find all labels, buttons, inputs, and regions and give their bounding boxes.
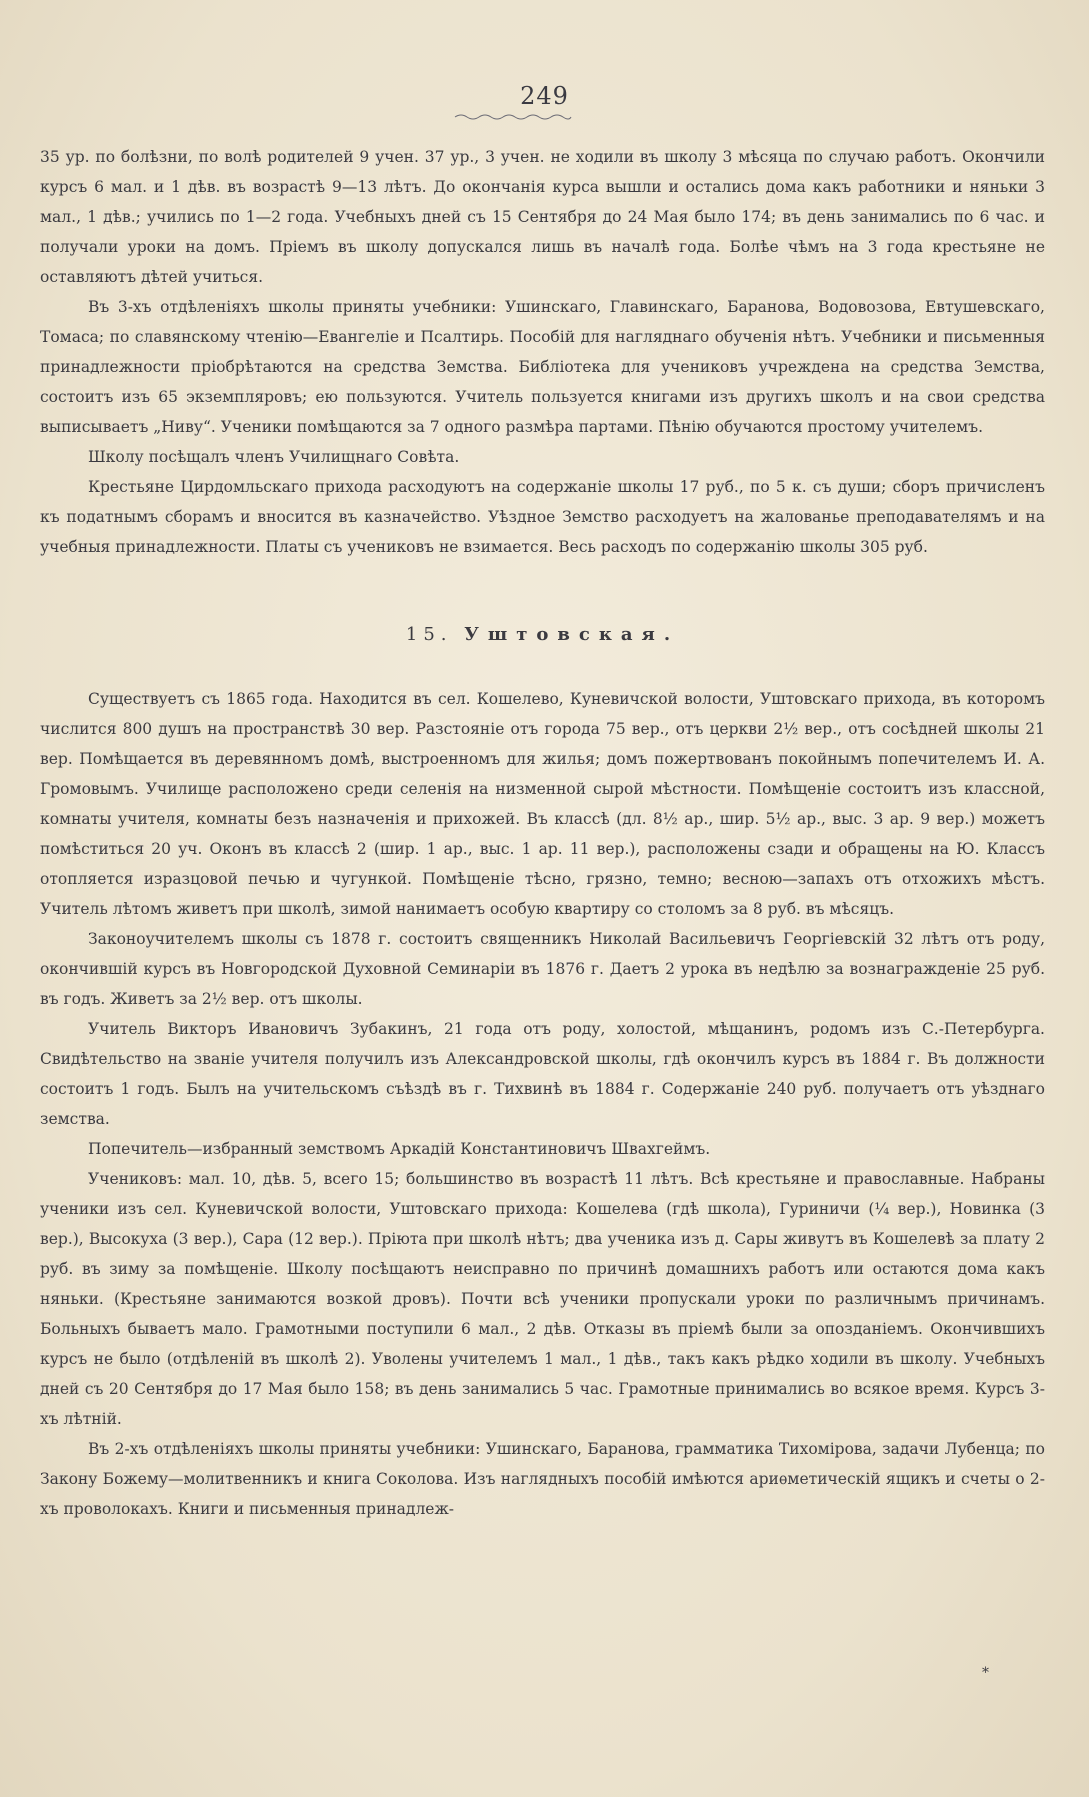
paragraph: Существуетъ съ 1865 года. Находится въ сел. Кошелево, Куневичской волости, Уштовскаго прихода, въ которомъ числится 800 душъ на пространствѣ 30 вер. Разстояніе отъ города 75 вер., отъ церкви 2½ вер., отъ сосѣдней школы 21 вер. Помѣщается въ деревянномъ домѣ, выстроенномъ для жилья; домъ пожертвованъ покойнымъ попечителемъ И. А. Громовымъ. Училище расположено среди селенія на низменной сырой мѣстности. Помѣщеніе состоитъ изъ классной, комнаты учителя, комнаты безъ назначенія и прихожей. Въ классѣ (дл. 8½ ар., шир. 5½ ар., выс. 3 ар. 9 вер.) можетъ помѣститься 20 уч. Оконъ въ классѣ 2 (шир. 1 ар., выс. 1 ар. 11 вер.), расположены сзади и обращены на Ю. Классъ отопляется изразцовой печью и чугункой. Помѣщеніе тѣсно, грязно, темно; весною—запахъ отъ отхожихъ мѣстъ. Учитель лѣтомъ живетъ при школѣ, зимой нанимаетъ особую квартиру со столомъ за 8 руб. въ мѣсяцъ. bbox=[40, 690, 1045, 918]
paragraph: Попечитель—избранный земствомъ Аркадій Константиновичъ Швахгеймъ. bbox=[88, 1140, 711, 1158]
section-heading bbox=[40, 620, 1045, 650]
paragraph: Въ 3-хъ отдѣленіяхъ школы приняты учебники: Ушинскаго, Главинскаго, Баранова, Водовозова, Евтушевскаго, Томаса; по славянскому чтенію—Евангеліе и Псалтирь. Пособій для нагляднаго обученія нѣтъ. Учебники и письменныя принадлежности пріобрѣтаются на средства Земства. Библіотека для учениковъ учреждена на средства Земства, состоитъ изъ 65 экземпляровъ; ею пользуются. Учитель пользуется книгами изъ другихъ школъ и на свои средства выписываетъ „Ниву“. Ученики помѣщаются за 7 одного размѣра партами. Пѣнію обучаются простому учителемъ. bbox=[40, 298, 1045, 436]
paragraph: Школу посѣщалъ членъ Училищнаго Совѣта. bbox=[88, 448, 460, 466]
paragraph: Крестьяне Цирдомльскаго прихода расходуютъ на содержаніе школы 17 руб., по 5 к. съ души; сборъ причисленъ къ податнымъ сборамъ и вносится въ казначейство. Уѣздное Земство расходуетъ на жалованье преподавателямъ и на учебныя принадлежности. Платы съ учениковъ не взимается. Весь расходъ по содержанію школы 305 руб. bbox=[40, 478, 1045, 556]
page-number-ornament bbox=[453, 112, 573, 122]
section-title: Уштовская. bbox=[464, 624, 680, 645]
paragraph: Учитель Викторъ Ивановичъ Зубакинъ, 21 года отъ роду, холостой, мѣщанинъ, родомъ изъ С.-Петербурга. Свидѣтельство на званіе учителя получилъ изъ Александровской школы, гдѣ окончилъ курсъ въ 1884 г. Въ должности состоитъ 1 годъ. Былъ на учительскомъ съѣздѣ въ г. Тихвинѣ въ 1884 г. Содержаніе 240 руб. получаетъ отъ уѣзднаго земства. bbox=[40, 1020, 1045, 1128]
bottom-paragraphs bbox=[40, 684, 1045, 1524]
document-body bbox=[40, 142, 1045, 1524]
section-number: 15. bbox=[405, 624, 453, 645]
paragraph: Законоучителемъ школы съ 1878 г. состоитъ священникъ Николай Васильевичъ Георгіевскій 32 лѣтъ отъ роду, окончившій курсъ въ Новгородской Духовной Семинаріи въ 1876 г. Даетъ 2 урока въ недѣлю за вознагражденіе 25 руб. въ годъ. Живетъ за 2½ вер. отъ школы. bbox=[40, 930, 1045, 1008]
paragraph: Учениковъ: мал. 10, дѣв. 5, всего 15; большинство въ возрастѣ 11 лѣтъ. Всѣ крестьяне и православные. Набраны ученики изъ сел. Куневичской волости, Уштовскаго прихода: Кошелева (гдѣ школа), Гуриничи (¼ вер.), Новинка (3 вер.), Высокуха (3 вер.), Сара (12 вер.). Пріюта при школѣ нѣтъ; два ученика изъ д. Сары живутъ въ Кошелевѣ за плату 2 руб. въ зиму за помѣщеніе. Школу посѣщаютъ неисправно по причинѣ домашнихъ работъ или остаются дома какъ няньки. (Крестьяне занимаются возкой дровъ). Почти всѣ ученики пропускали уроки по различнымъ причинамъ. Больныхъ бываетъ мало. Грамотными поступили 6 мал., 2 дѣв. Отказы въ пріемѣ были за опозданіемъ. Окончившихъ курсъ не было (отдѣленій въ школѣ 2). Уволены учителемъ 1 мал., 1 дѣв., такъ какъ рѣдко ходили въ школу. Учебныхъ дней съ 20 Сентября до 17 Мая было 158; въ день занимались 5 час. Грамотные принимались во всякое время. Курсъ 3-хъ лѣтній. bbox=[40, 1170, 1045, 1428]
paragraph: 35 ур. по болѣзни, по волѣ родителей 9 учен. 37 ур., 3 учен. не ходили въ школу 3 мѣсяца по случаю работъ. Окончили курсъ 6 мал. и 1 дѣв. въ возрастѣ 9—13 лѣтъ. До окончанія курса вышли и остались дома какъ работники и няньки 3 мал., 1 дѣв.; учились по 1—2 года. Учебныхъ дней съ 15 Сентября до 24 Мая было 174; въ день занимались по 6 час. и получали уроки на домъ. Пріемъ въ школу допускался лишь въ началѣ года. Болѣе чѣмъ на 3 года крестьяне не оставляютъ дѣтей учиться. bbox=[40, 148, 1045, 286]
page-number: 249 bbox=[520, 82, 569, 110]
top-paragraphs bbox=[40, 142, 1045, 562]
paragraph: Въ 2-хъ отдѣленіяхъ школы приняты учебники: Ушинскаго, Баранова, грамматика Тихомірова, задачи Лубенца; по Закону Божему—молитвенникъ и книга Соколова. Изъ наглядныхъ пособій имѣются ариѳметическій ящикъ и счеты о 2-хъ проволокахъ. Книги и письменныя принадлеж- bbox=[40, 1440, 1045, 1518]
footer-mark: * bbox=[982, 1665, 989, 1681]
